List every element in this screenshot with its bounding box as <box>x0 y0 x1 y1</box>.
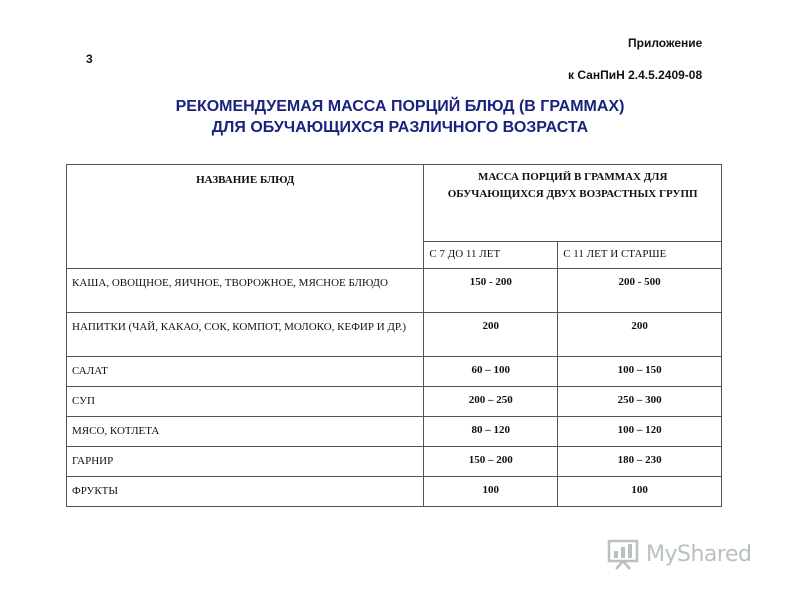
table-row <box>67 269 722 313</box>
portion-11-plus: 100 – 120 <box>558 417 722 447</box>
dish-name: КАША, ОВОЩНОЕ, ЯИЧНОЕ, ТВОРОЖНОЕ, МЯСНОЕ БЛЮДО <box>67 269 424 313</box>
appendix-label: Приложение <box>628 36 703 50</box>
dish-name: НАПИТКИ (ЧАЙ, КАКАО, СОК, КОМПОТ, МОЛОКО, КЕФИР И ДР.) <box>67 313 424 357</box>
age-group-7-11: С 7 ДО 11 ЛЕТ <box>424 241 558 268</box>
portion-11-plus: 180 – 230 <box>558 447 722 477</box>
portion-7-11: 150 - 200 <box>424 269 558 313</box>
portion-11-plus: 200 - 500 <box>558 269 722 313</box>
watermark-text: MyShared <box>646 541 752 567</box>
portion-11-plus: 200 <box>558 313 722 357</box>
table-row <box>67 477 722 507</box>
table-row <box>67 387 722 417</box>
portion-7-11: 60 – 100 <box>424 357 558 387</box>
portion-7-11: 200 – 250 <box>424 387 558 417</box>
portion-11-plus: 100 <box>558 477 722 507</box>
title-line-2: ДЛЯ ОБУЧАЮЩИХСЯ РАЗЛИЧНОГО ВОЗРАСТА <box>211 119 589 136</box>
portion-7-11: 150 – 200 <box>424 447 558 477</box>
table-row <box>67 447 722 477</box>
dish-name: МЯСО, КОТЛЕТА <box>67 417 424 447</box>
table-row <box>67 313 722 357</box>
dish-name: ГАРНИР <box>67 447 424 477</box>
presentation-board-icon <box>606 537 640 571</box>
portion-7-11: 100 <box>424 477 558 507</box>
dish-name: СУП <box>67 387 424 417</box>
portion-7-11: 200 <box>424 313 558 357</box>
sanpin-reference: к СанПиН 2.4.5.2409-08 <box>568 68 703 82</box>
portion-table <box>66 164 722 507</box>
portion-11-plus: 100 – 150 <box>558 357 722 387</box>
mass-column-header: МАССА ПОРЦИЙ В ГРАММАХ ДЛЯ ОБУЧАЮЩИХСЯ ДВУХ ВОЗРАСТНЫХ ГРУПП <box>424 165 722 242</box>
table-header-row <box>67 165 722 242</box>
watermark <box>606 536 751 572</box>
dish-column-header: НАЗВАНИЕ БЛЮД <box>67 165 424 269</box>
title-line-1: РЕКОМЕНДУЕМАЯ МАССА ПОРЦИЙ БЛЮД (В ГРАММАХ) <box>175 98 625 115</box>
portion-7-11: 80 – 120 <box>424 417 558 447</box>
age-group-11-plus: С 11 ЛЕТ И СТАРШЕ <box>558 241 722 268</box>
page-number: 3 <box>86 52 93 66</box>
portion-11-plus: 250 – 300 <box>558 387 722 417</box>
table-row <box>67 357 722 387</box>
dish-name: САЛАТ <box>67 357 424 387</box>
document-title <box>100 96 700 138</box>
dish-name: ФРУКТЫ <box>67 477 424 507</box>
table-row <box>67 417 722 447</box>
